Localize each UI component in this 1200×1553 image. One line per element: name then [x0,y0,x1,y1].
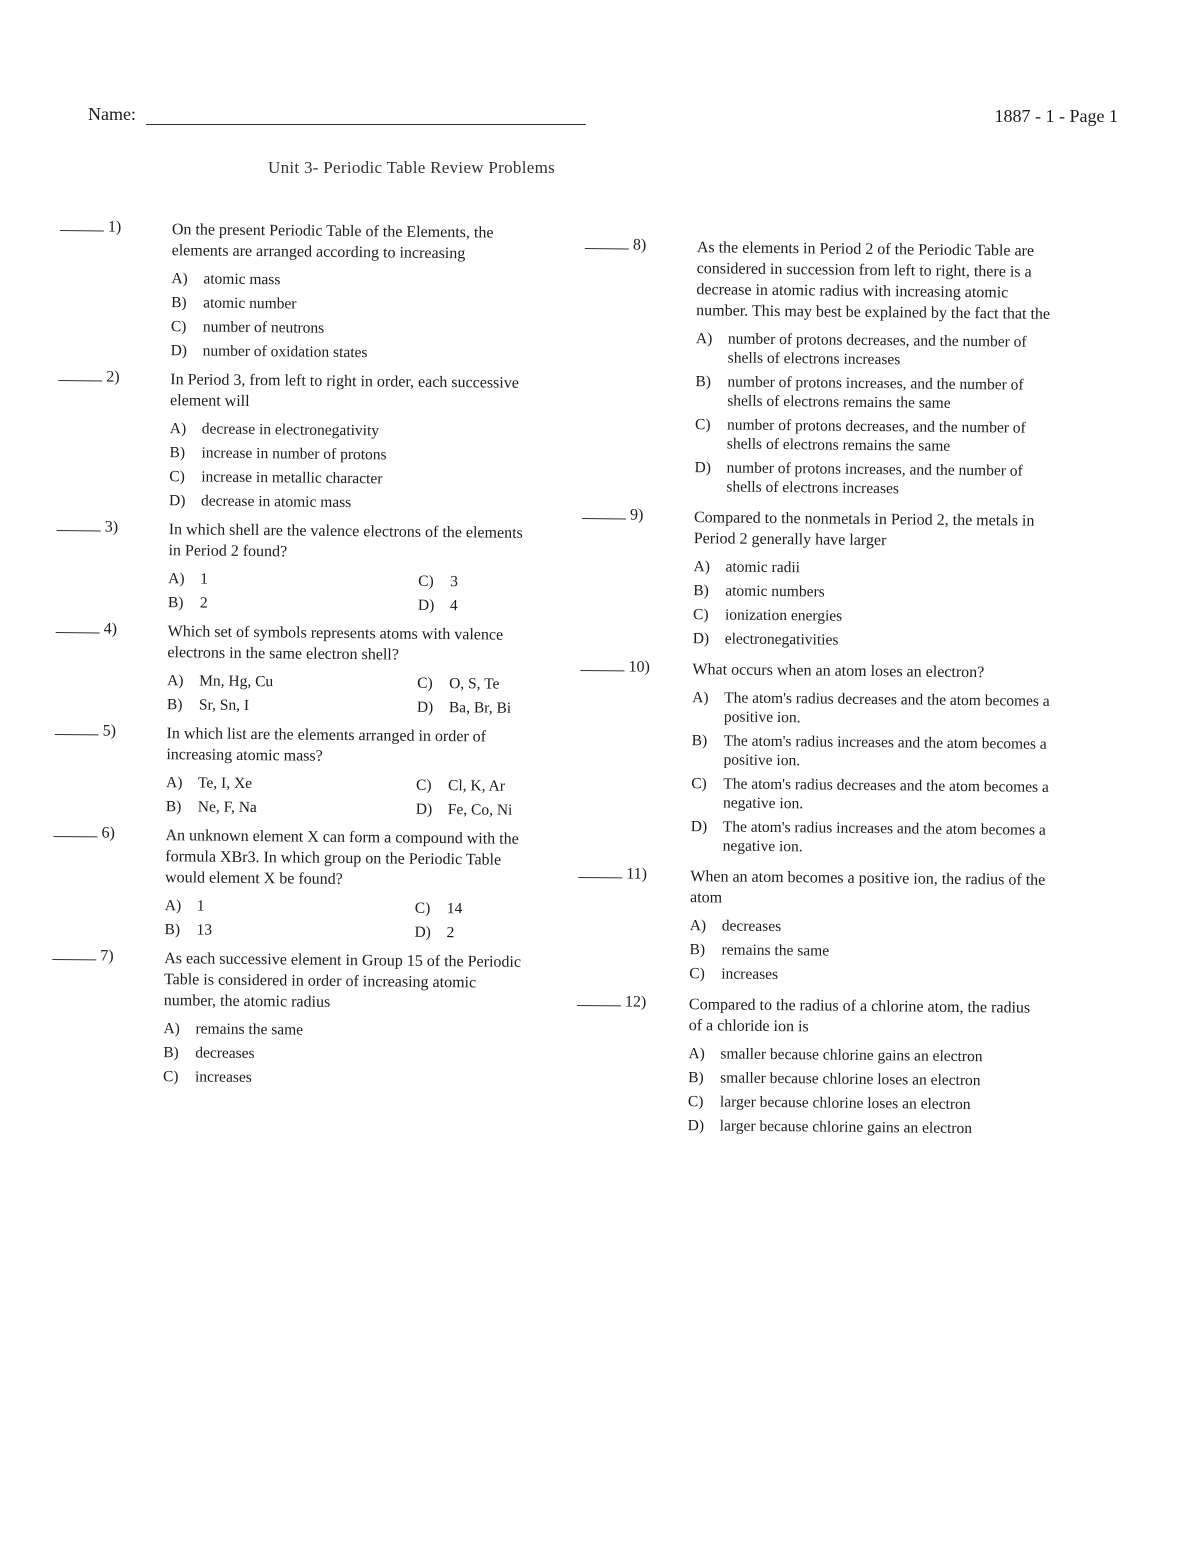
option-letter: B) [691,732,708,750]
option-text: decreases [721,917,782,936]
question-number: 2) [106,368,120,386]
answer-blank[interactable] [56,632,100,633]
answer-blank[interactable] [60,230,104,231]
answer-blank[interactable] [585,248,629,249]
answer-options [690,686,1050,862]
option-text: increases [194,1068,252,1087]
answer-option [167,669,417,696]
option-text: The atom's radius decreases and the atom becomes a positive ion. [723,689,1050,727]
option-letter: A) [692,689,709,707]
answer-option [166,771,416,798]
question-stem: As the elements in Period 2 of the Periodic Table are considered in succession from left to right, there is a decrease in atomic radius with increasing atomic number. This may best be explained by the fact that the [696,239,1051,323]
option-text: number of oxidation states [202,342,368,362]
option-text: 2 [199,594,208,612]
question-item [57,368,528,517]
option-text: Ne, F, Na [197,798,257,817]
answer-option [165,894,415,921]
question-item [577,865,1048,990]
page-title: Unit 3- Periodic Table Review Problems [268,158,556,177]
answer-options [169,417,528,517]
answer-option [693,627,1051,655]
option-letter: D) [414,923,431,941]
answer-options [688,1042,1047,1142]
answer-option [170,339,528,367]
option-letter: D) [687,1117,705,1135]
answer-option [164,918,414,945]
option-letter: D) [694,459,712,477]
answer-options [694,327,1054,503]
option-text: Fe, Co, Ni [447,801,513,819]
option-text: increase in number of protons [201,444,387,464]
option-letter: C) [689,965,705,983]
question-number: 8) [632,236,647,254]
option-letter: C) [415,776,432,794]
answer-option [695,413,1053,460]
answer-option [168,591,418,618]
option-letter: A) [164,897,182,915]
option-text: 13 [196,921,213,939]
answer-blank[interactable] [58,380,102,381]
question-item [576,993,1047,1142]
option-text: atomic number [203,294,297,313]
answer-blank[interactable] [580,670,624,671]
answer-option [688,1114,1046,1142]
option-text: 3 [450,573,459,591]
question-number: 3) [104,518,119,536]
answer-option [169,489,527,517]
answer-blank[interactable] [52,959,96,960]
option-text: atomic numbers [725,582,825,601]
option-letter: B) [695,373,712,391]
option-text: Ba, Br, Bi [448,699,512,717]
option-text: Mn, Hg, Cu [199,672,274,691]
answer-options [693,555,1052,655]
option-text: number of neutrons [202,318,325,337]
option-text: larger because chlorine loses an electron [719,1093,971,1114]
option-letter: C) [691,775,707,793]
option-letter: B) [164,921,181,939]
option-text: 2 [446,924,455,942]
option-letter: D) [417,596,435,614]
option-text: O, S, Te [449,675,500,693]
option-text: Te, I, Xe [198,774,253,793]
option-text: 1 [200,570,209,588]
question-item [56,518,527,619]
option-letter: B) [169,444,186,462]
answer-options [168,567,526,619]
option-letter: B) [163,1044,179,1062]
question-item [578,658,1050,862]
answer-options [689,914,1048,990]
question-stem: An unknown element X can form a compound with the formula XBr3. In which group on the Periodic Table would element X be found? [165,827,519,888]
answer-option [692,686,1050,733]
answer-option [166,795,416,822]
option-letter: B) [167,594,184,612]
left-column [51,218,530,1099]
option-text: The atom's radius decreases and the atom becomes a negative ion. [722,775,1049,813]
answer-option [163,1065,521,1093]
option-letter: C) [417,674,433,692]
option-text: remains the same [195,1020,304,1039]
option-text: number of protons increases, and the number of shells of electrons remains the same [727,373,1024,412]
question-item [55,620,526,721]
option-letter: A) [167,672,184,690]
option-letter: C) [162,1068,179,1086]
option-text: The atom's radius increases and the atom becomes a negative ion. [722,818,1046,856]
option-text: number of protons increases, and the number of shells of electrons increases [726,459,1023,498]
page-identifier: 1887 - 1 - Page 1 [994,106,1118,126]
option-text: decrease in electronegativity [201,420,380,440]
option-text: 1 [196,897,205,915]
question-number: 1) [107,218,122,236]
option-letter: D) [170,342,188,360]
option-text: increase in metallic character [201,468,383,488]
option-text: remains the same [721,941,830,960]
answer-blank[interactable] [57,530,101,531]
question-stem: When an atom becomes a positive ion, the radius of the atom [689,868,1046,907]
option-text: smaller because chlorine gains an electron [720,1045,983,1066]
option-text: ionization energies [724,606,843,625]
answer-option [691,772,1049,819]
option-letter: A) [688,1045,705,1063]
question-number: 10) [628,658,650,676]
question-number: 5) [102,722,117,740]
question-number: 9) [629,506,644,524]
question-item [54,722,525,823]
option-text: The atom's radius increases and the atom becomes a positive ion. [723,732,1047,770]
option-letter: A) [695,330,713,348]
option-letter: A) [166,774,183,792]
option-letter: C) [694,416,711,434]
option-letter: B) [689,941,706,959]
option-letter: D) [692,630,710,648]
answer-option [691,729,1049,776]
option-letter: A) [169,420,187,438]
option-text: Sr, Sn, I [198,696,250,715]
answer-blank[interactable] [55,734,99,735]
question-stem: On the present Periodic Table of the Elements, the elements are arranged according to increasing [171,221,494,263]
answer-option [689,962,1047,990]
option-text: 14 [446,900,463,918]
option-text: Cl, K, Ar [447,777,506,795]
option-text: electronegativities [724,630,839,649]
option-letter: B) [165,798,182,816]
question-stem: In Period 3, from left to right in order, each successive element will [170,371,519,410]
option-letter: B) [166,696,183,714]
answer-blank[interactable] [577,1005,621,1006]
option-text: larger because chlorine gains an electron [719,1117,973,1138]
option-text: decreases [195,1044,255,1063]
option-letter: C) [414,899,431,917]
option-text: number of protons decreases, and the number of shells of electrons remains the same [726,416,1026,455]
option-text: atomic radii [725,558,801,577]
answer-options [170,267,529,367]
answer-blank[interactable] [578,877,622,878]
option-letter: C) [692,606,709,624]
option-text: smaller because chlorine loses an electron [720,1069,981,1090]
name-blank-line [146,124,586,125]
option-letter: B) [688,1069,704,1087]
option-letter: C) [418,572,434,590]
option-letter: A) [171,270,188,288]
option-text: 4 [449,597,458,615]
answer-options [163,1017,522,1093]
question-item [58,218,529,367]
question-number: 11) [626,865,648,883]
option-letter: B) [171,294,187,312]
answer-option [167,693,417,720]
answer-option [695,370,1053,417]
question-stem: In which shell are the valence electrons of the elements in Period 2 found? [168,521,523,561]
answer-blank[interactable] [582,518,626,519]
option-text: number of protons decreases, and the number of shells of electrons increases [727,330,1027,369]
question-number: 6) [101,824,115,842]
option-letter: A) [168,570,185,588]
option-letter: D) [690,818,708,836]
question-item [52,824,523,946]
option-letter: C) [169,468,185,486]
option-letter: A) [693,558,710,576]
question-stem: Compared to the radius of a chlorine atom, the radius of a chloride ion is [688,996,1031,1036]
answer-option [694,456,1052,503]
question-stem: As each successive element in Group 15 of the Periodic Table is considered in order of increasing atomic number, the atomic radius [163,950,522,1011]
answer-options [164,894,522,946]
option-text: decrease in atomic mass [200,492,352,512]
option-letter: B) [693,582,709,600]
question-stem: In which list are the elements arranged in order of increasing atomic mass? [166,725,487,765]
answer-options [166,771,524,823]
option-letter: D) [416,698,434,716]
option-text: atomic mass [203,270,281,289]
question-number: 4) [103,620,118,638]
right-column [575,236,1054,1150]
option-letter: C) [687,1093,704,1111]
option-letter: A) [163,1020,180,1038]
question-item [581,506,1052,655]
name-label: Name: [88,104,136,124]
question-number: 12) [624,993,647,1011]
question-stem: Compared to the nonmetals in Period 2, the metals in Period 2 generally have larger [693,509,1035,550]
option-letter: C) [170,318,187,336]
option-letter: D) [168,492,186,510]
answer-option [168,567,418,594]
answer-option [696,327,1054,374]
option-letter: A) [689,917,707,935]
answer-options [167,669,525,721]
question-stem: Which set of symbols represents atoms with valence electrons in the same electron shell? [167,623,504,664]
answer-option [690,815,1048,862]
question-number: 7) [100,947,114,965]
option-text: increases [721,965,779,984]
answer-blank[interactable] [54,836,98,837]
question-item [51,947,522,1093]
option-letter: D) [415,800,433,818]
question-item [582,236,1055,503]
question-stem: What occurs when an atom loses an electron? [692,661,985,682]
